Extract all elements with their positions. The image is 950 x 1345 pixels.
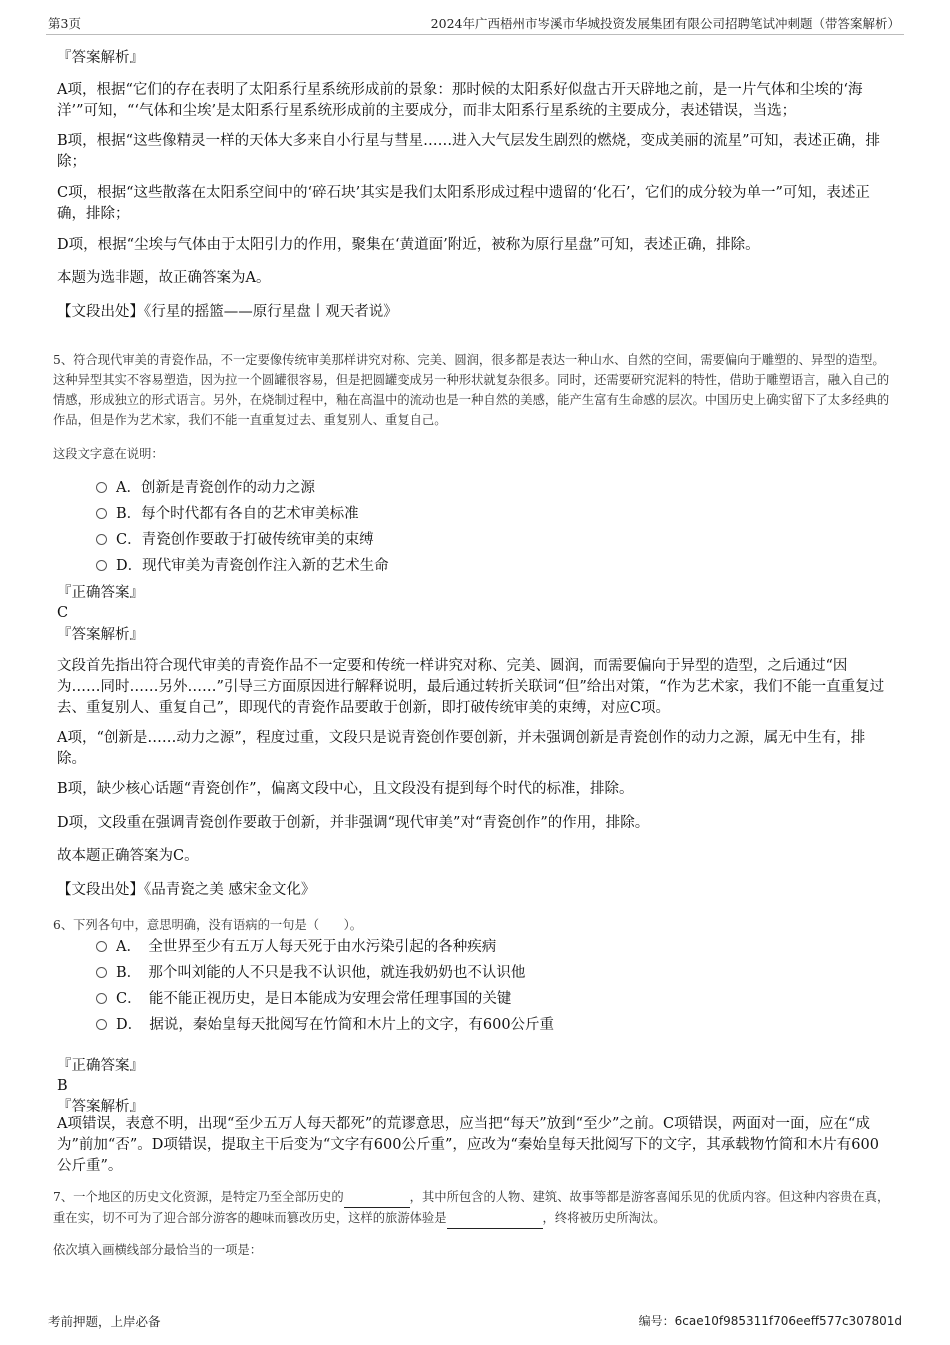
q5-stem: 5、符合现代审美的青瓷作品，不一定要像传统审美那样讲究对称、完美、圆润，很多都是表达一种山水、自然的空间，需要偏向于雕塑的、异型的造型。这种异型其实不容易塑造，因为拉一个圆罐很容易，但是把圆罐变成另一种形状就复杂很多。同时，还需要研究泥料的特性，借助于雕塑语言，融入自己的情感，形成独立的形式语言。另外，在烧制过程中，釉在高温中的流动也是一种自然的美感，能产生富有生命感的层次。中国历史上确实留下了太多经典的作品，但是作为艺术家，我们不能一直重复过去、重复别人、重复自己。 bbox=[53, 353, 890, 427]
q5-analysis: 文段首先指出符合现代审美的青瓷作品不一定要和传统一样讲究对称、完美、圆润，而需要偏向于异型的造型，之后通过“因为……同时……另外……”引导三方面原因进行解释说明，最后通过转折关联词“但”给出对策，“作为艺术家，我们不能一直重复过去、重复别人、重复自己”，即现代的青瓷作品要敢于创新，即打破传统审美的束缚，对应C项。 bbox=[57, 658, 885, 716]
document-id: 编号：6cae10f985311f706eeff577c307801d bbox=[638, 1314, 902, 1328]
q6-option-a[interactable]: A． 全世界至少有五万人每天死于由水污染引起的各种疾病 bbox=[96, 937, 496, 957]
q6-stem: 6、下列各句中，意思明确，没有语病的一句是（ ）。 bbox=[53, 918, 363, 932]
q7-stem: 7、一个地区的历史文化资源，是特定乃至全部历史的 ，其中所包含的人物、建筑、故事等都是游客喜闻乐见的优质内容。但这种内容贵在真，重在实，切不可为了迎合部分游客的趣味而篡改历史，这样的旅游体验是 ，终将被历史所淘汰。 bbox=[53, 1187, 893, 1229]
q6-option-b[interactable]: B． 那个叫刘能的人不只是我不认识他，就连我奶奶也不认识他 bbox=[96, 963, 525, 983]
q5-analysis-a: A项，“创新是……动力之源”，程度过重，文段只是说青瓷创作要创新，并未强调创新是青瓷创作的动力之源，属无中生有，排除。 bbox=[57, 730, 866, 767]
q4-analysis-d: D项，根据“尘埃与气体由于太阳引力的作用，聚集在‘黄道面’附近，被称为原行星盘”可知，表述正确，排除。 bbox=[57, 237, 760, 253]
q4-conclusion: 本题为选非题，故正确答案为A。 bbox=[57, 270, 271, 286]
q5-answer: C bbox=[57, 605, 69, 621]
q4-source: 【文段出处】《行星的摇篮——原行星盘丨观天者说》 bbox=[57, 304, 398, 320]
footer-slogan: 考前押题，上岸必备 bbox=[48, 1314, 161, 1329]
q7-blank-1[interactable] bbox=[344, 1187, 410, 1208]
radio-icon[interactable] bbox=[96, 1019, 107, 1030]
radio-icon[interactable] bbox=[96, 482, 107, 493]
radio-icon[interactable] bbox=[96, 560, 107, 571]
q5-analysis-d: D项，文段重在强调青瓷创作要敢于创新，并非强调“现代审美”对“青瓷创作”的作用，排除。 bbox=[57, 815, 650, 831]
page-number: 第3页 bbox=[48, 16, 81, 31]
q7-question: 依次填入画横线部分最恰当的一项是： bbox=[53, 1243, 263, 1257]
radio-icon[interactable] bbox=[96, 967, 107, 978]
q5-analysis-b: B项，缺少核心话题“青瓷创作”，偏离文段中心，且文段没有提到每个时代的标准，排除。 bbox=[57, 781, 634, 797]
q5-option-b[interactable]: B．每个时代都有各自的艺术审美标准 bbox=[96, 504, 359, 524]
q5-source: 【文段出处】《品青瓷之美 感宋金文化》 bbox=[57, 882, 316, 898]
q7-blank-2[interactable] bbox=[447, 1208, 543, 1229]
radio-icon[interactable] bbox=[96, 941, 107, 952]
q6-analysis-label: 『答案解析』 bbox=[57, 1099, 144, 1115]
q5-question: 这段文字意在说明： bbox=[53, 447, 164, 461]
radio-icon[interactable] bbox=[96, 508, 107, 519]
q5-option-d[interactable]: D．现代审美为青瓷创作注入新的艺术生命 bbox=[96, 556, 389, 576]
q5-option-a[interactable]: A．创新是青瓷创作的动力之源 bbox=[96, 478, 315, 498]
q5-conclusion: 故本题正确答案为C。 bbox=[57, 848, 199, 864]
q6-answer: B bbox=[57, 1078, 68, 1094]
radio-icon[interactable] bbox=[96, 534, 107, 545]
q6-option-c[interactable]: C． 能不能正视历史，是日本能成为安理会常任理事国的关键 bbox=[96, 989, 511, 1009]
q6-analysis: A项错误，表意不明，出现“至少五万人每天都死”的荒谬意思，应当把“每天”放到“至少”之前。C项错误，两面对一面，应在“成为”前加“否”。D项错误，提取主干后变为“文字有600公斤重”，应改为“秦始皇每天批阅写下的文字，其承载物竹简和木片有600公斤重”。 bbox=[57, 1116, 879, 1174]
q6-option-d[interactable]: D． 据说，秦始皇每天批阅写在竹简和木片上的文字，有600公斤重 bbox=[96, 1015, 554, 1035]
q5-analysis-label: 『答案解析』 bbox=[57, 627, 144, 643]
page-header bbox=[46, 12, 904, 35]
document-title: 2024年广西梧州市岑溪市华城投资发展集团有限公司招聘笔试冲刺题（带答案解析） bbox=[430, 16, 900, 31]
q5-answer-label: 『正确答案』 bbox=[57, 585, 144, 601]
q4-analysis-a: A项，根据“它们的存在表明了太阳系行星系统形成前的景象：那时候的太阳系好似盘古开天辟地之前，是一片气体和尘埃的‘海洋’”可知，“‘气体和尘埃’是太阳系行星系统形成前的主要成分，而非太阳系行星系统的主要成分，表述错误，当选； bbox=[57, 82, 863, 119]
q4-analysis-b: B项，根据“这些像精灵一样的天体大多来自小行星与彗星……进入大气层发生剧烈的燃烧，变成美丽的流星”可知，表述正确，排除； bbox=[57, 133, 880, 170]
q4-analysis-label: 『答案解析』 bbox=[57, 50, 144, 66]
q4-analysis-c: C项，根据“这些散落在太阳系空间中的‘碎石块’其实是我们太阳系形成过程中遗留的‘化石’，它们的成分较为单一”可知，表述正确，排除； bbox=[57, 185, 870, 222]
radio-icon[interactable] bbox=[96, 993, 107, 1004]
q6-answer-label: 『正确答案』 bbox=[57, 1058, 144, 1074]
q5-option-c[interactable]: C．青瓷创作要敢于打破传统审美的束缚 bbox=[96, 530, 374, 550]
